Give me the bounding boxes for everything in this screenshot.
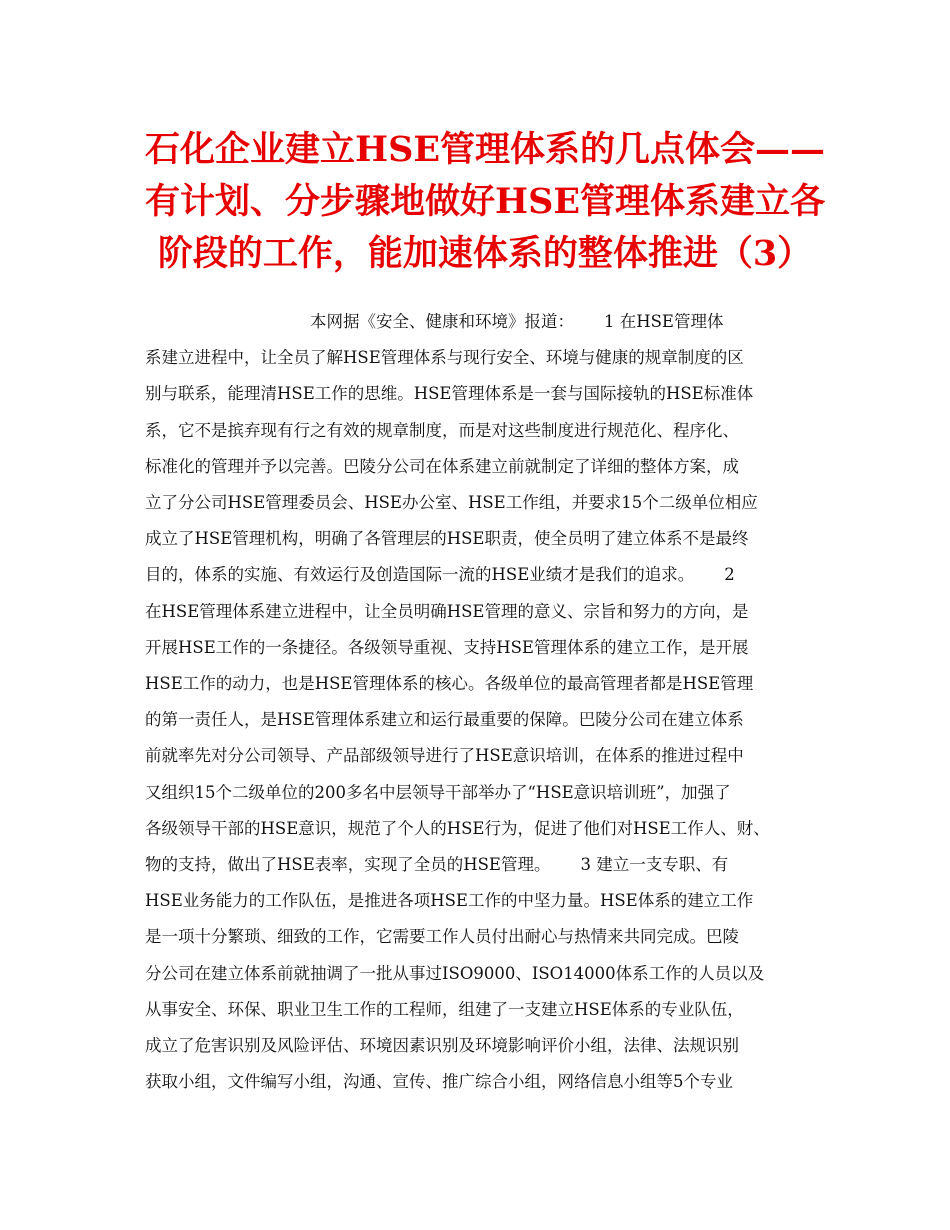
- body-line: HSE工作的动力，也是HSE管理体系的核心。各级单位的最高管理者都是HSE管理: [145, 674, 754, 694]
- body-line: 系，它不是摈弃现有行之有效的规章制度，而是对这些制度进行规范化、程序化、: [145, 420, 739, 440]
- title-line: 阶段的工作，能加速体系的整体推进（3）: [157, 233, 813, 274]
- body-line: 从事安全、环保、职业卫生工作的工程师，组建了一支建立HSE体系的专业队伍，: [145, 999, 744, 1019]
- body-line: 系建立进程中，让全员了解HSE管理体系与现行安全、环境与健康的规章制度的区: [145, 348, 744, 368]
- body-line: 立了分公司HSE管理委员会、HSE办公室、HSE工作组，并要求15个二级单位相应: [145, 493, 758, 513]
- body-line: 的第一责任人，是HSE管理体系建立和运行最重要的保障。巴陵分公司在建立体系: [145, 710, 744, 730]
- body-line: 前就率先对分公司领导、产品部级领导进行了HSE意识培训，在体系的推进过程中: [145, 746, 744, 766]
- body-line: 又组织15个二级单位的200多名中层领导干部举办了“HSE意识培训班”，加强了: [145, 782, 731, 802]
- body-line: 成立了危害识别及风险评估、环境因素识别及环境影响评价小组，法律、法规识别: [145, 1036, 739, 1056]
- body-line: 标准化的管理并予以完善。巴陵分公司在体系建立前就制定了详细的整体方案，成: [145, 456, 739, 476]
- body-line: 在HSE管理体系建立进程中，让全员明确HSE管理的意义、宗旨和努力的方向，是: [145, 601, 749, 621]
- body-line: 各级领导干部的HSE意识，规范了个人的HSE行为，促进了他们对HSE工作人、财、: [145, 818, 770, 838]
- body-line: 目的，体系的实施、有效运行及创造国际一流的HSE业绩才是我们的追求。 2: [145, 565, 735, 585]
- body-line: 获取小组，文件编写小组，沟通、宣传、推广综合小组，网络信息小组等5个专业: [145, 1072, 733, 1092]
- body-line: 别与联系，能理清HSE工作的思维。HSE管理体系是一套与国际接轨的HSE标准体: [145, 384, 754, 404]
- body-line: 成立了HSE管理机构，明确了各管理层的HSE职责，使全员明了建立体系不是最终: [145, 529, 749, 549]
- body-line: 开展HSE工作的一条捷径。各级领导重视、支持HSE管理体系的建立工作，是开展: [145, 637, 749, 657]
- body-line: HSE业务能力的工作队伍，是推进各项HSE工作的中坚力量。HSE体系的建立工作: [145, 891, 754, 911]
- body-line: 物的支持，做出了HSE表率，实现了全员的HSE管理。 3 建立一支专职、有: [145, 855, 729, 875]
- document-body: [145, 304, 825, 1100]
- title-line: 有计划、分步骤地做好HSE管理体系建立各: [145, 181, 826, 222]
- body-line: 本网据《安全、健康和环境》报道： 1 在HSE管理体: [145, 312, 724, 331]
- body-line: 是一项十分繁琐、细致的工作，它需要工作人员付出耐心与热情来共同完成。巴陵: [145, 927, 739, 947]
- title-line: 石化企业建立HSE管理体系的几点体会——: [145, 129, 826, 170]
- document-title: [145, 124, 825, 280]
- body-line: 分公司在建立体系前就抽调了一批从事过ISO9000、ISO14000体系工作的人员以及: [145, 963, 765, 983]
